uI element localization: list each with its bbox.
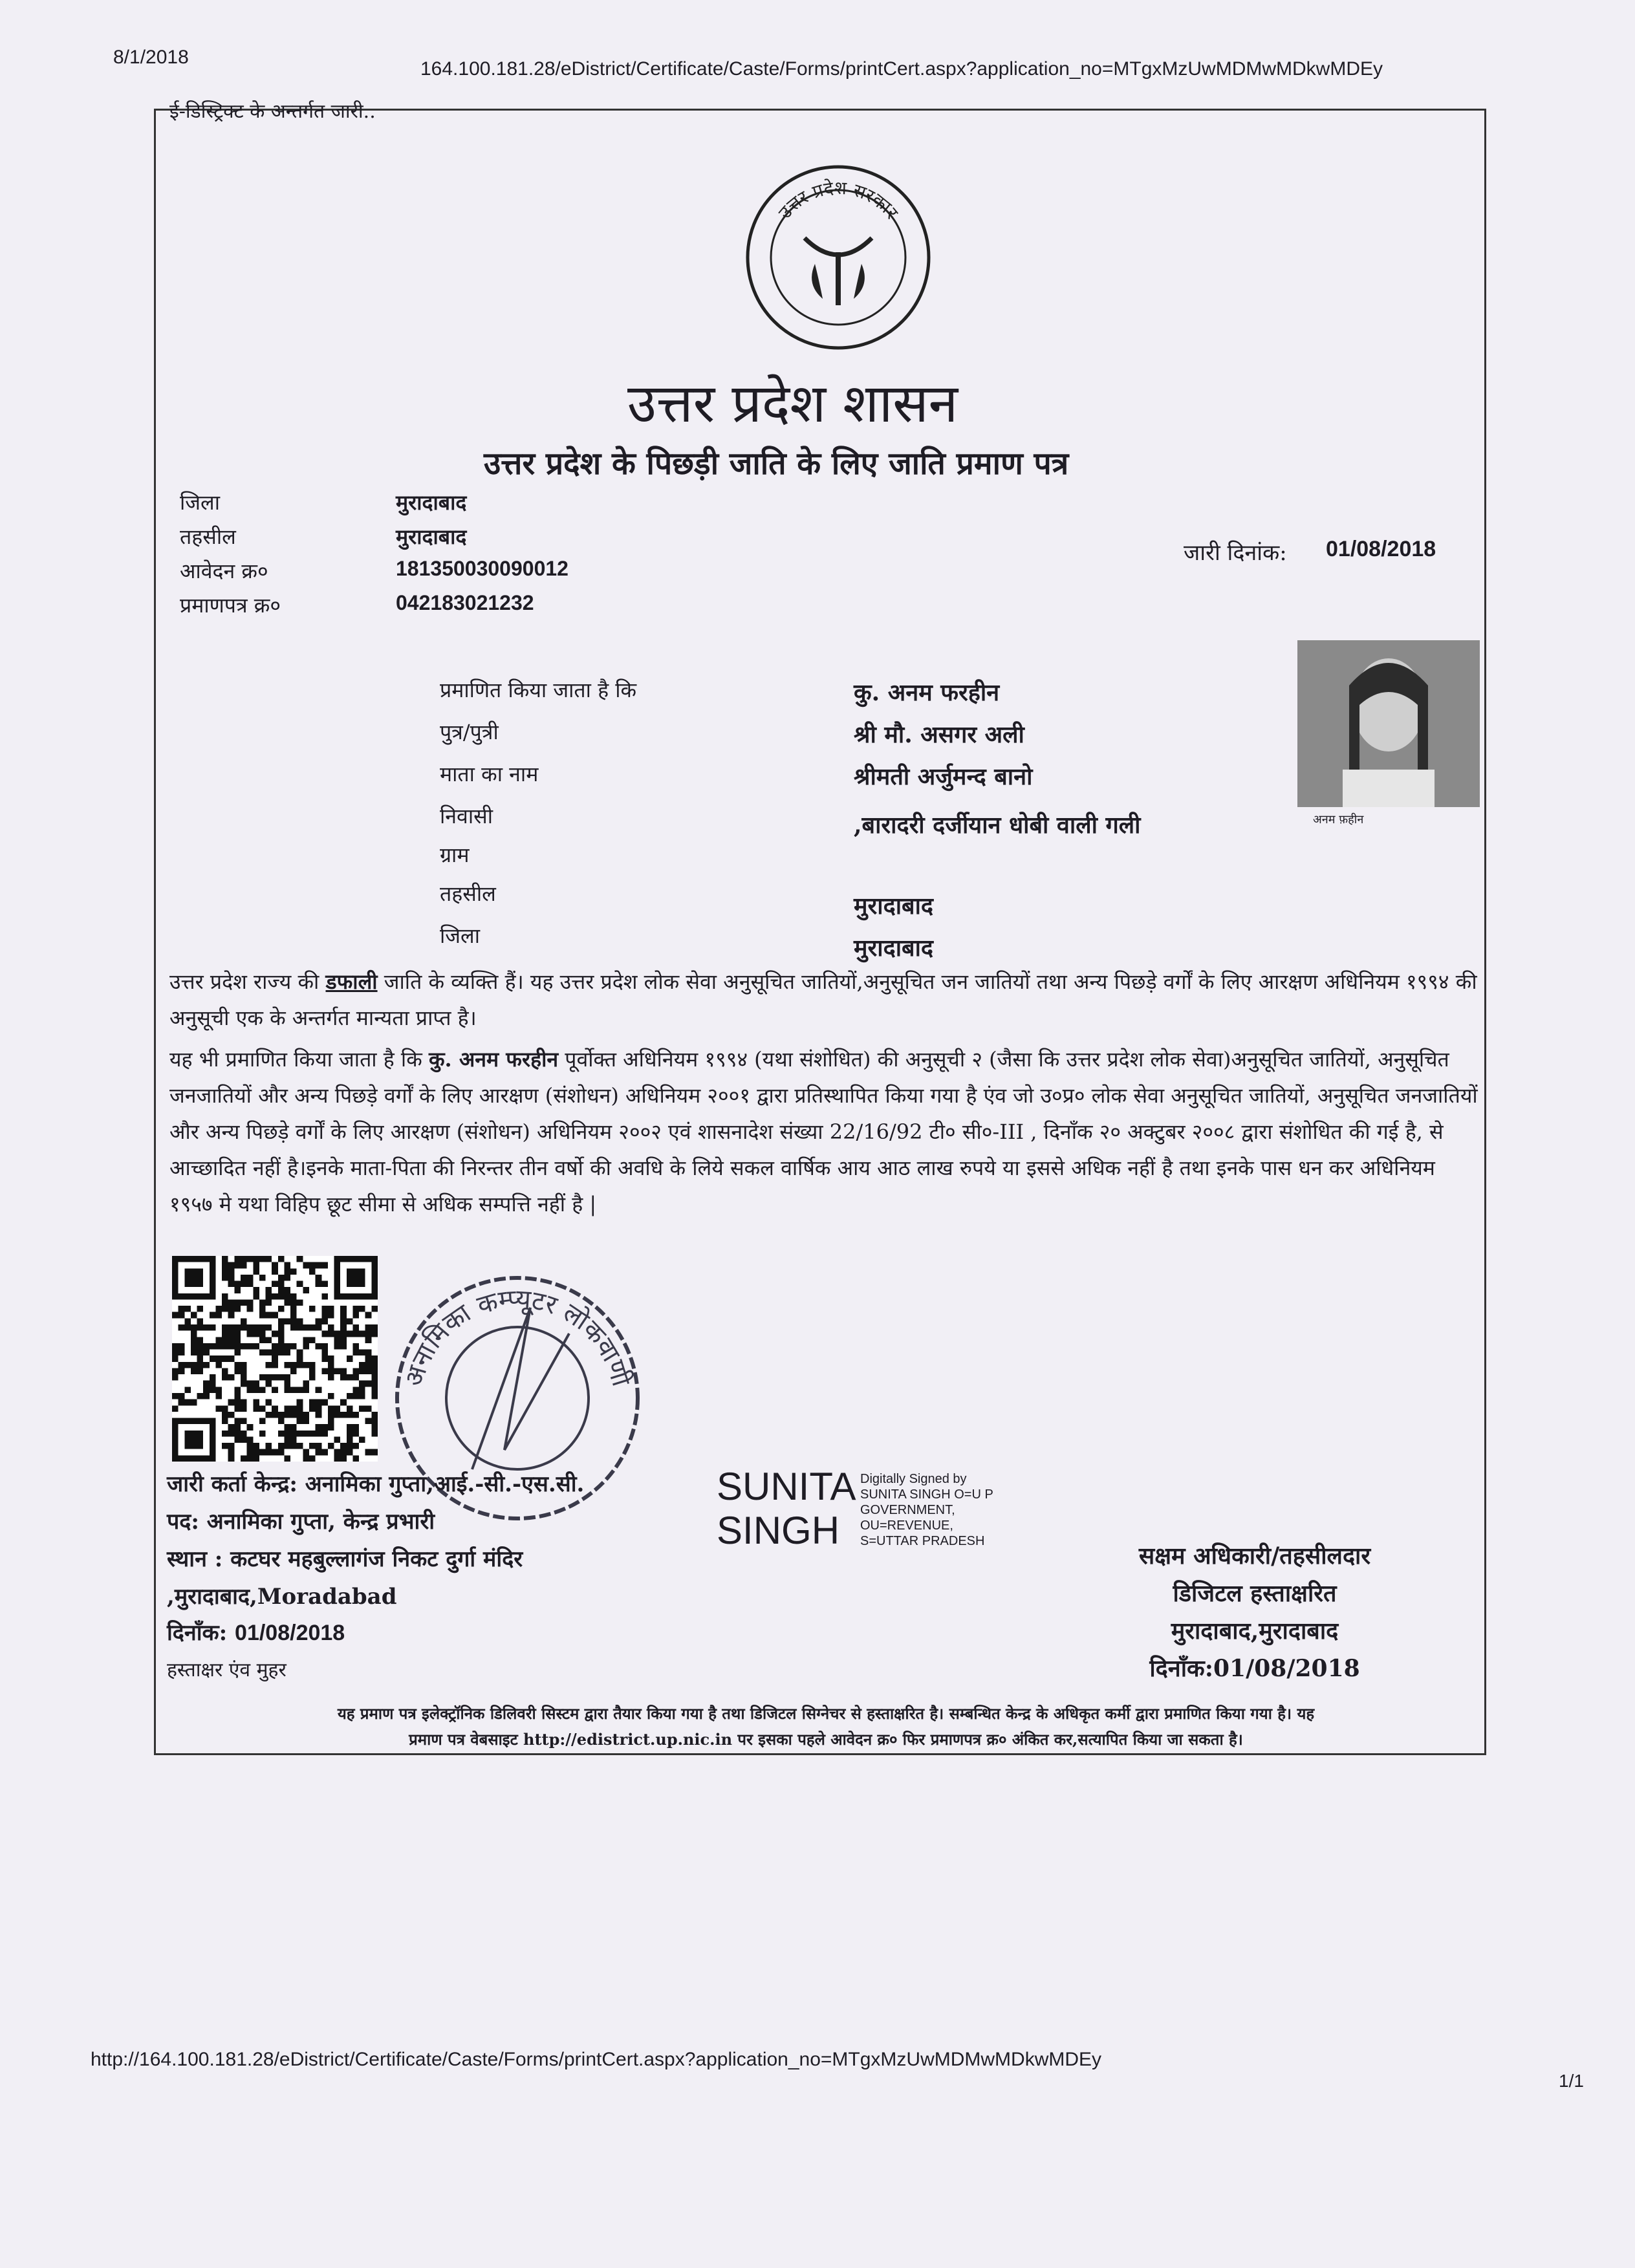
applicant-district-label: जिला [440,923,481,948]
officer-date: दिनाँक:01/08/2018 [1149,1655,1360,1682]
certificate-title: उत्तर प्रदेश के पिछड़ी जाति के लिए जाति प्रमाण पत्र [484,446,1069,482]
applicant-district-value: मुरादाबाद [854,934,934,962]
applicant-name: कु. अनम फरहीन [854,679,1000,706]
mother-name: श्रीमती अर्जुमन्द बानो [854,763,1033,790]
up-government-emblem-icon [742,162,934,353]
print-date: 8/1/2018 [113,47,189,68]
svg-text:उत्तर प्रदेश सरकार [774,177,903,223]
official-seal-icon [375,1256,660,1540]
signature-and-seal-label: हस्ताक्षर एंव मुहर [167,1659,287,1681]
certified-that-label: प्रमाणित किया जाता है कि [440,678,637,702]
issue-date-value: 01/08/2018 [1326,537,1436,561]
qr-code-icon [172,1256,378,1462]
seal-text: अनामिका कम्प्यूटर लोकवाणी [398,1284,636,1390]
village-label: ग्राम [440,843,470,867]
district-label: जिला [180,490,221,515]
issue-date-label: जारी दिनांक: [1184,540,1287,566]
e-district-note: ई-डिस्ट्रिक्ट के अन्तर्गत जारी.. [169,100,376,123]
government-title: उत्तर प्रदेश शासन [627,373,958,435]
issuer-date: दिनाँक: 01/08/2018 [167,1620,345,1646]
officer-digital-signed: डिजिटल हस्ताक्षरित [1173,1580,1337,1607]
certificate-number-value: 042183021232 [396,591,534,614]
issuer-place-city: ,मुरादाबाद,Moradabad [167,1584,397,1610]
issuer-post: पद: अनामिका गुप्ता, केन्द्र प्रभारी [167,1509,435,1535]
certificate-footnote: यह प्रमाण पत्र इलेक्ट्रॉनिक डिलिवरी सिस्टम द्वारा तैयार किया गया है तथा डिजिटल सिग्नेचर से हस्ताक्षरित है। सम्बन्धित केन्द्र के अधिकृत कर्मी द्वारा प्रमाणित किया गया है। यह प्रमाण पत्र वेबसाइट http://edistrict.up.nic.in पर इसका पहले आवेदन क्र० फिर प्रमाणपत्र क्र० अंकित कर,सत्यापित किया जा सकता है। [337,1704,1315,1749]
digital-signature-name: SUNITA SINGH [717,1465,856,1552]
district-value: मुरादाबाद [396,490,467,515]
print-url: 164.100.181.28/eDistrict/Certificate/Caste/Forms/printCert.aspx?application_no=MTgxMzUwMDMwMDkwMDEy [420,58,1383,80]
photo-caption: अनम फ़हीन [1313,813,1364,826]
application-number-label: आवेदन क्र० [180,559,268,583]
print-page-number: 1/1 [1559,2071,1584,2091]
tehsil-label: तहसील [180,524,236,549]
resident-address: ,बारादरी दर्जीयान धोबी वाली गली [854,812,1141,839]
tehsil-value: मुरादाबाद [396,524,467,549]
mother-name-label: माता का नाम [440,762,539,786]
applicant-tehsil-value: मुरादाबाद [854,892,934,920]
officer-place: मुरादाबाद,मुरादाबाद [1171,1617,1339,1645]
son-daughter-label: पुत्र/पुत्री [440,720,499,744]
emblem-text: उत्तर प्रदेश सरकार [774,177,903,223]
certificate-number-label: प्रमाणपत्र क्र० [180,593,281,618]
caste-name: डफाली [325,969,378,994]
print-footer-url: http://164.100.181.28/eDistrict/Certificate/Caste/Forms/printCert.aspx?application_no=MTgxMzUwMDMwMDkwMDEy [91,2049,1102,2070]
caste-paragraph: उत्तर प्रदेश राज्य की डफाली जाति के व्यक्ति हैं। यह उत्तर प्रदेश लोक सेवा अनुसूचित जातियों,अनुसूचित जन जातियों तथा अन्य पिछड़े वर्गों के लिए आरक्षण अधिनियम १९९४ की अनुसूची एक के अन्तर्गत मान्यता प्राप्त है। [169,969,1477,1030]
issuing-center: जारी कर्ता केन्द्र: अनामिका गुप्ता,आई.-सी.-एस.सी. [167,1471,585,1497]
digital-signature-details: Digitally Signed by SUNITA SINGH O=U P GOVERNMENT, OU=REVENUE, S=UTTAR PRADESH [860,1472,993,1548]
father-name: श्री मौ. असगर अली [854,721,1024,748]
resident-label: निवासी [440,804,493,828]
applicant-tehsil-label: तहसील [440,881,496,906]
officer-title: सक्षम अधिकारी/तहसीलदार [1138,1542,1371,1570]
certification-paragraph: यह भी प्रमाणित किया जाता है कि कु. अनम फरहीन पूर्वोक्त अधिनियम १९९४ (यथा संशोधित) की अनुसूची २ (जैसा कि उत्तर प्रदेश लोक सेवा)अनुसूचित जातियों, अनुसूचित जनजातियों और अन्य पिछड़े वर्गों के लिए आरक्षण (संशोधन) अधिनियम २००१ द्वारा प्रतिस्थापित किया गया है एंव जो उ०प्र० लोक सेवा अनुसूचित जातियों, अनुसूचित जनजातियों और अन्य पिछड़े वर्गों के लिए आरक्षण (संशोधन) अधिनियम २००२ एवं शासनादेश संख्या 22/16/92 टी० सी०-III , दिनाँक २० अक्टुबर २००८ द्वारा संशोधित की गई है, से आच्छादित नहीं है।इनके माता-पिता की निरन्तर तीन वर्षो की अवधि के लिये सकल वार्षिक आय आठ लाख रुपये या इससे अधिक नहीं है तथा इनके पास धन कर अधिनियम १९५७ मे यथा विहिप छूट सीमा से अधिक सम्पत्ति नहीं है | [169,1047,1478,1216]
application-number-value: 181350030090012 [396,557,568,580]
certified-applicant-name: कु. अनम फरहीन [428,1047,559,1072]
applicant-photo [1297,640,1480,807]
issuer-place: स्थान : कटघर महबुल्लागंज निकट दुर्गा मंदिर [167,1546,523,1572]
